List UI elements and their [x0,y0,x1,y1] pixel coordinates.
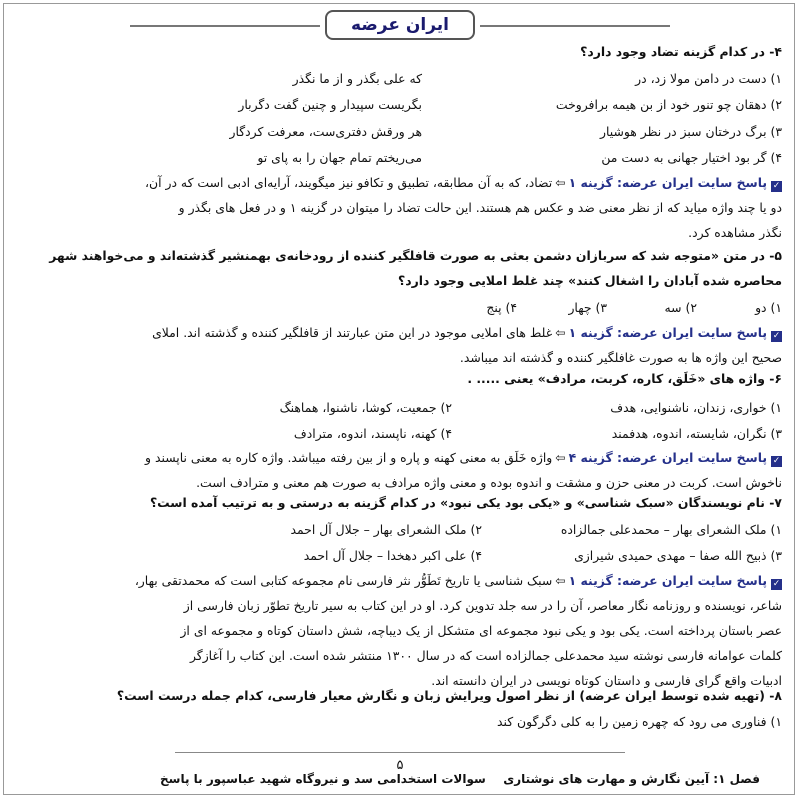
q7-answer-label: پاسخ سایت ایران عرضه: گزینه ۱ [568,573,767,588]
q5-answer-label: پاسخ سایت ایران عرضه: گزینه ۱ [568,325,767,340]
q6-option-1: ۱) خواری، زندان، ناشنوایی، هدف [610,400,782,415]
q6-option-3: ۳) نگران، شایسته، اندوه، هدفمند [611,426,782,441]
q6-answer-line-1: واژه خَلَق به معنی کهنه و پاره و از بین رفته میباشد. واژه کاره به معنی ناپسند و [145,450,553,465]
answer-checkbox-icon: ✓ [772,331,781,341]
q4-answer-line-2: دو یا چند واژه میاید که از نظر معنی ضد و عکس هم هستند. این حالت تضاد را میتوان در گزینه ۱ و در فعل های بگذر و [178,200,782,215]
q6-answer-line-2: ناخوش است. کربت در معنی حزن و مشقت و اندوه بوده و معنی واژه مرادف به صورت هم معنی و مترادف است. [196,475,782,490]
answer-checkbox-icon: ✓ [772,456,781,466]
q8-option-1: ۱) فناوری می رود که چهره زمین را به کلی دگرگون کند [496,714,782,729]
q4-option-1-left: که علی بگذر و از ما نگذر [292,71,422,86]
q4-option-3-right: ۳) برگ درختان سبز در نظر هوشیار [600,124,782,139]
q7-option-1: ۱) ملک الشعرای بهار – محمدعلی جمالزاده [560,522,782,537]
header-rule-left [130,25,320,27]
q4-option-2-left: بگریست سپیدار و چنین گفت دگربار [238,97,422,112]
arrow-left-icon: ⇦ [555,175,566,190]
q5-answer-line-1: غلط های املایی موجود در این متن عبارتند از قافلگیر کننده و گذشته اند. املای [152,325,553,340]
q5-option-3: ۳) چهار [568,300,607,315]
q6-option-2: ۲) جمعیت، کوشا، ناشنوا، هماهنگ [279,400,452,415]
q7-answer-line-4: کلمات عوامانه فارسی نوشته سید محمدعلی جمالزاده است که در سال ۱۳۰۰ منتشر شده است. این کتاب را آغازگر [189,648,782,663]
q7-option-4: ۴) علی اکبر دهخدا – جلال آل احمد [303,548,482,563]
q7-option-2: ۲) ملک الشعرای بهار – جلال آل احمد [290,522,482,537]
q5-answer-line-2: صحیح این واژه ها به صورت غافلگیر کننده و گذشته اند میباشد. [459,350,782,365]
question-6: ۶- واژه های «خَلَق، کاره، کربت، مرادف» یعنی ..... . [467,371,782,386]
q4-answer-line-1: تضاد، که به آن مطابقه، تطبیق و تکافو نیز میگویند، آرایه‌ای ادبی است که در آن، [145,175,553,190]
answer-checkbox-icon: ✓ [772,579,781,589]
q7-answer-line-3: عصر باستان پرداخته است. یکی بود و یکی نبود مجموعه ای متشکل از یک دیباچه، شش داستان کوتاه و مجموعه ای از [180,623,782,638]
q5-question-line-2: محاصره شده آبادان را اشغال کنند» چند غلط املایی وجود دارد؟ [398,273,782,288]
q4-option-3-left: هر ورقش دفتری‌ست، معرفت کردگار [229,124,422,139]
question-4: ۴- در کدام گزینه تضاد وجود دارد؟ [580,44,782,59]
footer-book-title: سوالات استخدامی سد و نیروگاه شهید عباسپور با پاسخ [160,772,486,786]
q5-option-4: ۴) پنج [486,300,517,315]
q7-answer-line-5: ادبیات واقع گرای فارسی و داستان کوتاه نویسی در ایران دانسته اند. [431,673,782,688]
answer-checkbox-icon: ✓ [772,181,781,191]
q7-option-3: ۳) ذبیح الله صفا – مهدی حمیدی شیرازی [574,548,782,563]
header-rule-right [480,25,670,27]
q5-question-line-1: ۵- در متن «متوجه شد که سربازان دشمن بعثی به صورت قافلگیر کننده از رودخانه‌ی بهمنشیر گذشته‌اند و می‌خواهند شهر [49,248,782,263]
q7-answer-line-1: سبک شناسی یا تاریخ تَطَوُّر نثر فارسی نام مجموعه کتابی است که محمدتقی بهار، [134,573,553,588]
question-7: ۷- نام نویسندگان «سبک شناسی» و «یکی بود یکی نبود» در کدام گزینه به درستی و به ترتیب آمده است؟ [149,495,782,510]
arrow-left-icon: ⇦ [555,325,566,340]
arrow-left-icon: ⇦ [555,573,566,588]
page-header [0,8,800,42]
page-number: ۵ [396,758,404,773]
q6-answer-label: پاسخ سایت ایران عرضه: گزینه ۴ [568,450,767,465]
q5-option-2: ۲) سه [664,300,697,315]
q4-answer [25,170,782,245]
q4-option-4-right: ۴) گر بود اختیار جهانی به دست من [601,150,782,165]
site-logo: ایران عرضه [325,10,475,40]
q4-option-1-right: ۱) دست در دامن مولا زد، در [635,71,782,86]
q7-answer-line-2: شاعر، نویسنده و روزنامه نگار معاصر، آن را در سه جلد تدوین کرد. او در این کتاب به سیر تاریخ تطوّر زبان فارسی از [183,598,782,613]
q4-answer-line-3: نگذر مشاهده کرد. [688,225,782,240]
q4-option-4-left: می‌ریختم تمام جهان را به پای تو [257,150,422,165]
arrow-left-icon: ⇦ [555,450,566,465]
footer-rule [175,752,625,753]
q4-option-2-right: ۲) دهقان چو تنور خود از بن هیمه برافروخت [555,97,782,112]
question-5 [25,243,782,293]
q6-answer [25,445,782,495]
q6-option-4: ۴) کهنه، ناپسند، اندوه، مترادف [293,426,452,441]
q5-option-1: ۱) دو [755,300,782,315]
q5-answer [25,320,782,370]
q4-answer-label: پاسخ سایت ایران عرضه: گزینه ۱ [568,175,767,190]
footer-chapter-title: فصل ۱: آیین نگارش و مهارت های نوشتاری [503,772,760,786]
q7-answer [25,568,782,693]
question-8: ۸- (تهیه شده توسط ایران عرضه) از نظر اصول ویرایش زبان و نگارش معیار فارسی، کدام جمله درست است؟ [116,688,782,703]
